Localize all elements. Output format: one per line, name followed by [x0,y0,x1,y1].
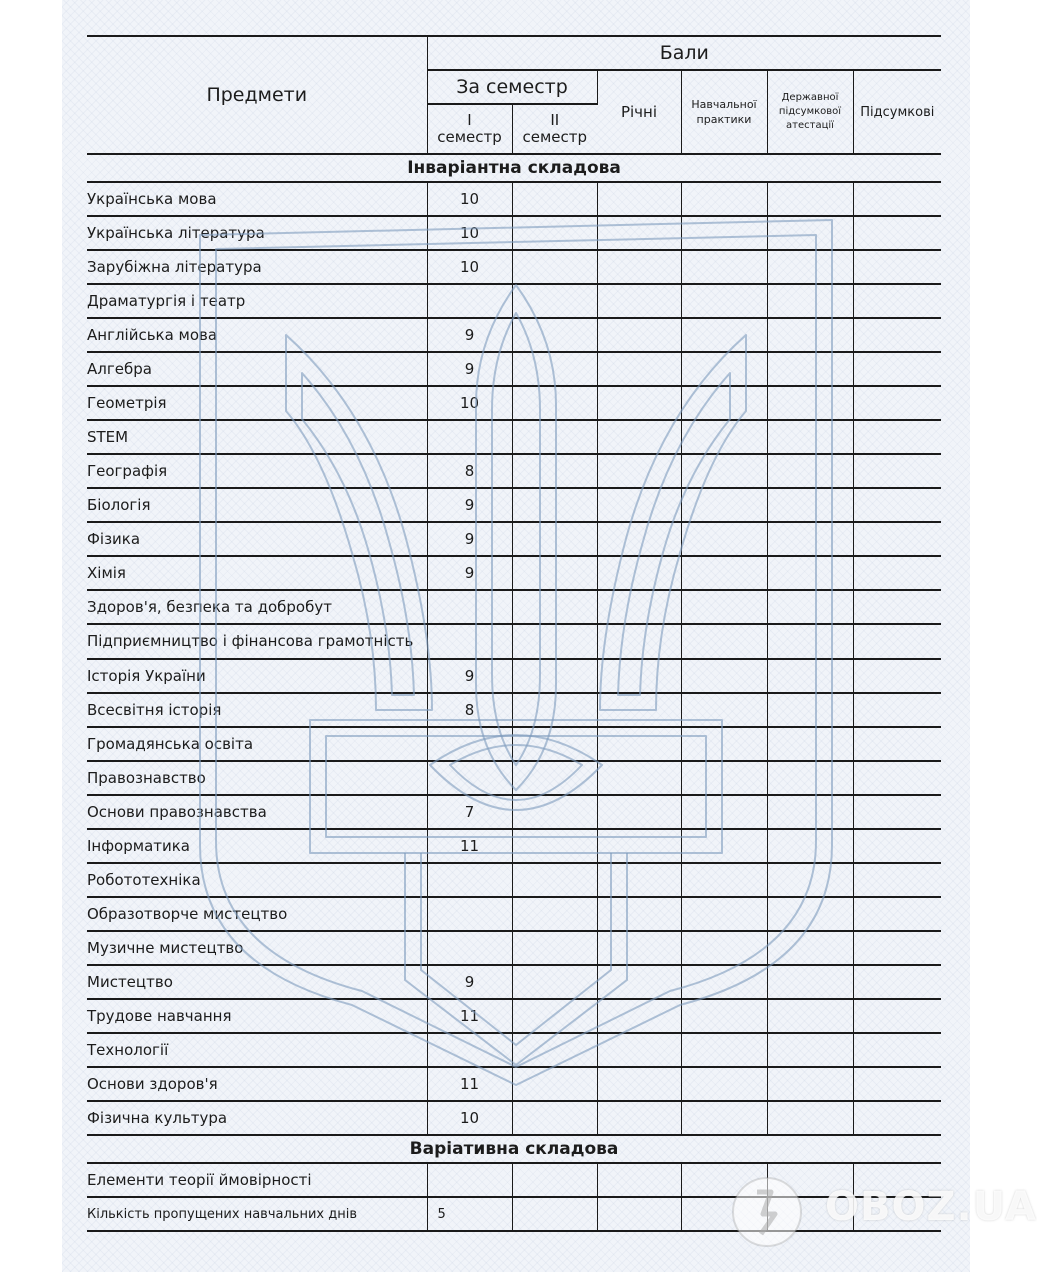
subject-row [87,182,941,216]
grade-semester-1: 9 [427,659,512,693]
grade-state-attestation [767,1067,853,1101]
section-row-variative [87,1135,941,1163]
grade-annual [597,488,681,522]
annual-header: Річні [597,70,681,154]
grade-semester-2 [512,522,597,556]
grade-annual [597,659,681,693]
subject-row [87,420,941,454]
subject-row [87,863,941,897]
grade-state-attestation [767,352,853,386]
grade-annual [597,1101,681,1135]
grade-semester-2 [512,624,597,659]
subject-row [87,965,941,999]
grade-state-attestation [767,522,853,556]
grade-semester-2 [512,284,597,318]
subject-row [87,216,941,250]
grade-semester-1 [427,590,512,624]
grade-annual [597,1067,681,1101]
grade-semester-2 [512,761,597,795]
semester-2-word: семестр [522,128,588,146]
subject-row [87,659,941,693]
grade-practice [681,829,767,863]
grades-table-body [87,36,941,1231]
grade-final [853,829,941,863]
grade-semester-1 [427,931,512,965]
grade-state-attestation [767,999,853,1033]
grade-semester-1: 9 [427,318,512,352]
subject-row [87,352,941,386]
grade-state-attestation [767,863,853,897]
grade-semester-1 [427,897,512,931]
subject-row [87,454,941,488]
grade-annual [597,216,681,250]
grade-annual [597,897,681,931]
subject-name: Біологія [87,488,427,522]
subject-name: Громадянська освіта [87,727,427,761]
grade-annual [597,795,681,829]
grade-semester-1 [427,284,512,318]
subject-name: Основи правознавства [87,795,427,829]
grade-annual [597,352,681,386]
grade-semester-1: 10 [427,386,512,420]
subject-name: Алгебра [87,352,427,386]
grade-annual [597,556,681,590]
points-header: Бали [427,36,941,70]
grade-practice [681,965,767,999]
grade-state-attestation [767,659,853,693]
subject-row [87,284,941,318]
grade-semester-2 [512,1067,597,1101]
grade-semester-1: 8 [427,454,512,488]
grade-final [853,761,941,795]
subject-row [87,795,941,829]
subject-row [87,897,941,931]
subject-name: Здоров'я, безпека та добробут [87,590,427,624]
grade-state-attestation [767,727,853,761]
grade-practice [681,659,767,693]
subject-name: Англійська мова [87,318,427,352]
grade-semester-2 [512,999,597,1033]
invariant-section-title: Інваріантна складова [87,154,941,182]
grade-state-attestation [767,420,853,454]
grade-state-attestation [767,386,853,420]
grade-final [853,556,941,590]
subject-row [87,761,941,795]
grade-final [853,863,941,897]
grade-annual [597,965,681,999]
grade-practice [681,999,767,1033]
grade-semester-1 [427,1163,512,1197]
subject-row [87,318,941,352]
semester-2-header [512,104,597,154]
subject-name: Фізична культура [87,1101,427,1135]
grade-annual [597,931,681,965]
grade-state-attestation [767,556,853,590]
grade-practice [681,488,767,522]
grade-semester-2 [512,420,597,454]
grade-semester-1: 9 [427,352,512,386]
grade-final [853,454,941,488]
grade-semester-2 [512,1197,597,1231]
grade-final [853,624,941,659]
grade-annual [597,1033,681,1067]
grade-semester-2 [512,182,597,216]
oboz-watermark [725,1172,1037,1252]
subject-name: Музичне мистецтво [87,931,427,965]
grade-annual [597,1197,681,1231]
grade-annual [597,1163,681,1197]
grade-final [853,522,941,556]
grade-final [853,965,941,999]
grade-semester-1: 5 [427,1197,512,1231]
subject-row [87,556,941,590]
subject-row [87,693,941,727]
grade-final [853,182,941,216]
grade-semester-2 [512,931,597,965]
subject-name: Основи здоров'я [87,1067,427,1101]
subject-name: STEM [87,420,427,454]
grade-annual [597,829,681,863]
grade-final [853,1067,941,1101]
subject-row [87,999,941,1033]
semester-1-header [427,104,512,154]
grade-semester-1: 9 [427,965,512,999]
grade-final [853,590,941,624]
subject-name: Історія України [87,659,427,693]
subject-name: Географія [87,454,427,488]
grade-semester-1: 9 [427,556,512,590]
grade-final [853,250,941,284]
final-header: Підсумкові [853,70,941,154]
grade-final [853,693,941,727]
grade-state-attestation [767,454,853,488]
grade-final [853,318,941,352]
subject-name: Мистецтво [87,965,427,999]
grade-practice [681,1033,767,1067]
grade-practice [681,182,767,216]
subject-name: Всесвітня історія [87,693,427,727]
grade-semester-2 [512,897,597,931]
grade-annual [597,999,681,1033]
grade-semester-1 [427,761,512,795]
grade-state-attestation [767,318,853,352]
grade-annual [597,454,681,488]
grade-semester-1: 11 [427,1067,512,1101]
subject-name: Інформатика [87,829,427,863]
grade-annual [597,624,681,659]
grade-practice [681,590,767,624]
grade-semester-2 [512,352,597,386]
grade-final [853,897,941,931]
per-semester-header: За семестр [427,70,597,104]
grade-semester-2 [512,829,597,863]
grade-state-attestation [767,624,853,659]
subject-row [87,1033,941,1067]
subject-name: Елементи теорії ймовірності [87,1163,427,1197]
subject-row [87,727,941,761]
grade-semester-2 [512,863,597,897]
grade-state-attestation [767,829,853,863]
subjects-header: Предмети [87,36,427,154]
subject-name: Хімія [87,556,427,590]
grade-semester-1: 9 [427,488,512,522]
grade-practice [681,693,767,727]
section-row-invariant [87,154,941,182]
practice-header: Навчальної практики [681,70,767,154]
grade-semester-2 [512,454,597,488]
grade-final [853,795,941,829]
grade-annual [597,522,681,556]
grade-state-attestation [767,284,853,318]
grade-semester-2 [512,795,597,829]
header-row-points [87,36,941,70]
grade-semester-1 [427,863,512,897]
grade-state-attestation [767,1033,853,1067]
grade-annual [597,863,681,897]
grade-semester-1: 11 [427,829,512,863]
grade-practice [681,284,767,318]
grade-state-attestation [767,488,853,522]
subject-name: Зарубіжна література [87,250,427,284]
subject-row [87,590,941,624]
subject-name: Образотворче мистецтво [87,897,427,931]
grade-state-attestation [767,931,853,965]
oboz-logo-icon [725,1172,815,1252]
grade-final [853,352,941,386]
grade-practice [681,1067,767,1101]
grade-final [853,1101,941,1135]
grade-annual [597,590,681,624]
grade-semester-1: 10 [427,250,512,284]
grade-practice [681,761,767,795]
grade-annual [597,182,681,216]
grade-practice [681,386,767,420]
grade-final [853,386,941,420]
grade-practice [681,727,767,761]
subject-name: Робототехніка [87,863,427,897]
subject-name: Геометрія [87,386,427,420]
oboz-watermark-text: OBOZ.UA [825,1184,1037,1230]
grade-state-attestation [767,590,853,624]
grade-practice [681,556,767,590]
semester-2-roman: II [550,111,560,129]
grade-final [853,488,941,522]
semester-1-word: семестр [437,128,502,146]
grade-annual [597,693,681,727]
grade-annual [597,250,681,284]
grade-semester-1 [427,1033,512,1067]
grade-annual [597,727,681,761]
grade-semester-2 [512,250,597,284]
grade-practice [681,897,767,931]
subject-name: Фізика [87,522,427,556]
grade-semester-1: 8 [427,693,512,727]
grade-state-attestation [767,216,853,250]
grade-final [853,420,941,454]
grade-semester-2 [512,1163,597,1197]
subject-row [87,488,941,522]
subject-row [87,829,941,863]
grade-semester-1 [427,624,512,659]
grade-semester-2 [512,488,597,522]
grade-practice [681,454,767,488]
grade-semester-2 [512,556,597,590]
variative-section-title: Варіативна складова [87,1135,941,1163]
subject-name: Українська мова [87,182,427,216]
grade-state-attestation [767,693,853,727]
state-attestation-header: Державної підсумкової атестації [767,70,853,154]
grade-practice [681,1101,767,1135]
grade-final [853,999,941,1033]
grade-practice [681,420,767,454]
grade-practice [681,216,767,250]
grade-state-attestation [767,182,853,216]
subject-row [87,386,941,420]
subject-name: Кількість пропущених навчальних днів [87,1197,427,1231]
grade-final [853,284,941,318]
grade-final [853,727,941,761]
grade-annual [597,386,681,420]
grade-semester-1: 11 [427,999,512,1033]
subject-row [87,1067,941,1101]
subject-name: Українська література [87,216,427,250]
grade-practice [681,795,767,829]
grade-practice [681,931,767,965]
grades-table [87,35,941,1232]
grade-practice [681,318,767,352]
grade-semester-2 [512,386,597,420]
subject-name: Трудове навчання [87,999,427,1033]
grade-semester-1: 7 [427,795,512,829]
grade-practice [681,352,767,386]
subject-row [87,1101,941,1135]
grade-semester-1: 9 [427,522,512,556]
grade-final [853,659,941,693]
grade-semester-2 [512,1033,597,1067]
grade-semester-2 [512,590,597,624]
grade-state-attestation [767,965,853,999]
grade-semester-2 [512,965,597,999]
grade-semester-2 [512,727,597,761]
grade-final [853,931,941,965]
grade-practice [681,522,767,556]
semester-1-roman: I [467,111,472,129]
grade-semester-1: 10 [427,1101,512,1135]
grade-state-attestation [767,897,853,931]
grade-practice [681,863,767,897]
grade-state-attestation [767,250,853,284]
subject-row [87,522,941,556]
grade-state-attestation [767,761,853,795]
grade-final [853,216,941,250]
subject-name: Підприємництво і фінансова грамотність [87,624,427,659]
subject-name: Правознавство [87,761,427,795]
grade-semester-1 [427,420,512,454]
grade-semester-2 [512,318,597,352]
grade-state-attestation [767,1101,853,1135]
grade-annual [597,284,681,318]
grade-practice [681,624,767,659]
grade-annual [597,420,681,454]
grade-semester-2 [512,693,597,727]
grade-semester-1: 10 [427,182,512,216]
grade-semester-2 [512,216,597,250]
grade-state-attestation [767,795,853,829]
subject-row [87,931,941,965]
grade-semester-1 [427,727,512,761]
grade-semester-2 [512,659,597,693]
grade-final [853,1033,941,1067]
grade-semester-1: 10 [427,216,512,250]
grade-semester-2 [512,1101,597,1135]
subject-row [87,624,941,659]
subject-row [87,250,941,284]
grade-practice [681,250,767,284]
grade-annual [597,761,681,795]
grade-annual [597,318,681,352]
subject-name: Технології [87,1033,427,1067]
subject-name: Драматургія і театр [87,284,427,318]
